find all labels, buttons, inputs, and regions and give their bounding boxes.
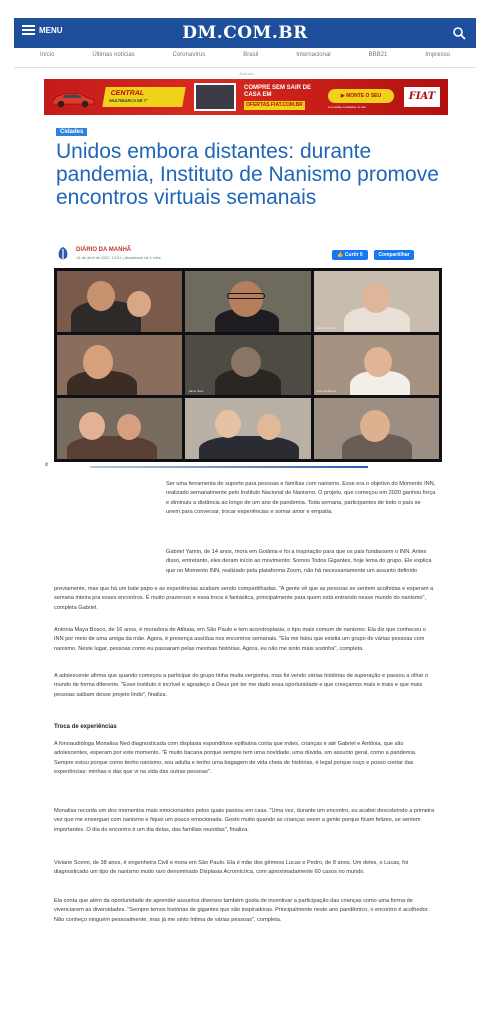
- paragraph-2b: previamente, mas que há um bate papo e as experiências acabam sendo compartilhadas. "A gente vê que as pessoas se sentem acolhidas e esperam a semana inteira pra esses encontros. É muito prazeroso e essa troca é fantástica, principalmente para quem está entrando nesse mundo do nanismo", completa Gabriel.: [54, 586, 434, 611]
- article-title: Unidos embora distantes: durante pandemia, Instituto de Nanismo promove encontros virtuais semanais: [56, 140, 439, 209]
- ad-text: [244, 85, 316, 107]
- main-nav: [14, 52, 476, 66]
- author-row: [56, 246, 442, 266]
- video-tile: [314, 398, 439, 459]
- nav-item-impresso[interactable]: Impresso: [425, 52, 450, 58]
- paragraph-4: A adolescente afirma que quando começou a participar do grupo tinha muita vergonha, mas foi vendo várias histórias de superação e passou a olhar o mundo de forma diferente. "Esse instituto é incrível e agradeço a Deus por ter me dado essa oportunidade e que cresçamos mais e mais e que mais pessoas saibam desse projeto lindo", finaliza.: [54, 673, 429, 698]
- menu-label: MENU: [39, 25, 63, 35]
- paragraph-1: Ser uma ferramenta de suporte para pessoas e famílias com nanismo. Esse era o objetivo do Momento INN, realizado semanalmente pelo Instituto Nacional de Nanismo. O projeto, que começou em 2020 ganhou força e diminuiu a distância ao longo de um ano de pandemia. Toda semana, participantes de todo o país se unem para conversar, trocar experiências e somar amor e empatia.: [166, 481, 436, 515]
- nav-item-bbb21[interactable]: BBB21: [368, 52, 388, 58]
- ad-banner[interactable]: [44, 79, 448, 115]
- ad-text-main: COMPRE SEM SAIR DE CASA EM: [244, 85, 312, 98]
- paragraph-8: Ela conta que além da oportunidade de aprender assuntos diversos também gosta de incentivar a participação das crianças como uma forma de vivenciarem as diversidades. "Sempre temos histórias de gigantes que são inspiradoras. Principalmente neste ano pandêmico, o encontro é acolhedor. Não conheço ninguém pessoalmente, mas já me sinto íntima de várias pessoas", completa.: [54, 898, 429, 923]
- paragraph-5: A fonoaudióloga Monalisa Ned diagnosticada com displasia espondilose epifisária conta que mães, crianças e até Gabriel e Antônia, que são adolescentes, esperam por este momento. "É muito bacana porque sempre tem uma novidade, uma dúvida, um assunto geral, como a pandemia. Sempre estou porque como tenho nanismo, sou adulta e tenho uma bagagem de vida cheia de histórias, é legal porque ouço e posso contar das experiências: minhas e das que vi na vida das outras pessoas".: [54, 741, 417, 775]
- publish-date: 14 de abril de 2021 13:31 | Atualizado há 1 mês: [76, 255, 161, 260]
- video-tile: [185, 398, 310, 459]
- nav-item-inicio[interactable]: Início: [40, 52, 55, 58]
- ad-cta-button[interactable]: ▶ MONTE O SEU: [328, 89, 394, 103]
- nav-divider: [14, 67, 476, 68]
- category-badge[interactable]: Cidades: [56, 128, 87, 136]
- ad-image: [194, 83, 236, 111]
- nav-item-ultimas[interactable]: Últimas notícias: [92, 52, 135, 58]
- ad-text-url: OFERTAS.FIAT.COM.BR: [246, 102, 303, 108]
- participant-name: Antonia Bosco: [316, 389, 337, 394]
- ad-promo-box: [102, 87, 186, 107]
- article-photo: [54, 268, 442, 462]
- search-icon[interactable]: [452, 26, 466, 40]
- paragraph-3: Antonia Maya Bosco, de 16 anos, é moradora de Atibaia, em São Paulo e tem acondroplasia, o tipo mais comum de nanismo. Ela diz que conheceu o INN por meio de uma amiga da mãe. Agora, é presença assídua nos encontros semanais. "Ela me falou que existia um grupo de várias pessoas com nanismo. Neste lugar, pessoas como eu passaram pelas mesmas histórias. Agora, eu não me sinto mais sozinha", completa.: [54, 627, 426, 652]
- section-heading: Troca de experiências: [54, 724, 117, 730]
- video-tile: [185, 271, 310, 332]
- ad-box-sub: MULTIMARCA DE 7º: [108, 98, 148, 103]
- ad-box-title: CENTRAL: [110, 90, 145, 97]
- video-tile: [57, 335, 182, 396]
- ad-brand-logo: FIAT: [404, 87, 440, 107]
- top-header-bar: [14, 18, 476, 48]
- paragraph-7: Viviane Scerni, de 38 anos, é engenheira Civil e mora em São Paulo. Ela é mãe dos gêmeos Lucas e Pedro, de 8 anos. Um deles, o Lucas, foi diagnosticado um tipo de nanismo muito raro denominado Displasia Acromícrica, com aproximadamente 60 casos no mundo.: [54, 860, 409, 876]
- video-tile: [314, 271, 439, 332]
- participant-name: Alexandra Vian: [316, 325, 337, 330]
- video-tile: [57, 271, 182, 332]
- nav-item-internacional[interactable]: Internacional: [296, 52, 331, 58]
- nav-item-brasil[interactable]: Brasil: [243, 52, 259, 58]
- close-icon[interactable]: x: [45, 462, 48, 468]
- ad-label: Anúncio: [239, 71, 254, 76]
- paragraph-6: Monalisa recorda um dos momentos mais emocionantes pelos quais passou em casa. "Uma vez, durante um encontro, eu acabei descobrindo a primeira vez que me enxerguei com nanismo e fiquei um pouco emocionada. Gosto muito quando as crianças veem a gente porque ficam felizes, se sentem importantes. O dia do encontro é um dia delas, das famílias reunidas", finaliza.: [54, 808, 435, 833]
- photo-progress-bar: [90, 466, 368, 468]
- paragraph-2a: Gabriel Yamin, de 14 anos, mora em Goiânia e foi a inspiração para que os pais fundassem o INN. Antes disso, entretanto, eles deram início ao movimento: Somos Todos Gigantes, hoje lema do grupo. Ele explica que no Momento INN, realizado pela plataforma Zoom, não há necessariamente um assunto definido: [166, 549, 432, 574]
- author-logo-icon: [56, 246, 70, 262]
- video-tile: [57, 398, 182, 459]
- like-button[interactable]: 👍 Curtir 0: [332, 250, 368, 260]
- nav-item-coronavirus[interactable]: Coronavírus: [172, 52, 206, 58]
- video-tile: [314, 335, 439, 396]
- ad-disclaimer: ● consulte condições no site: [328, 105, 366, 109]
- car-icon: [50, 89, 96, 109]
- site-logo[interactable]: DM.COM.BR: [182, 23, 308, 43]
- video-tile: [185, 335, 310, 396]
- participant-name: Jaime Sarc: [188, 389, 204, 394]
- share-button[interactable]: Compartilhar: [374, 250, 414, 260]
- author-name[interactable]: DIÁRIO DA MANHÃ: [76, 247, 132, 253]
